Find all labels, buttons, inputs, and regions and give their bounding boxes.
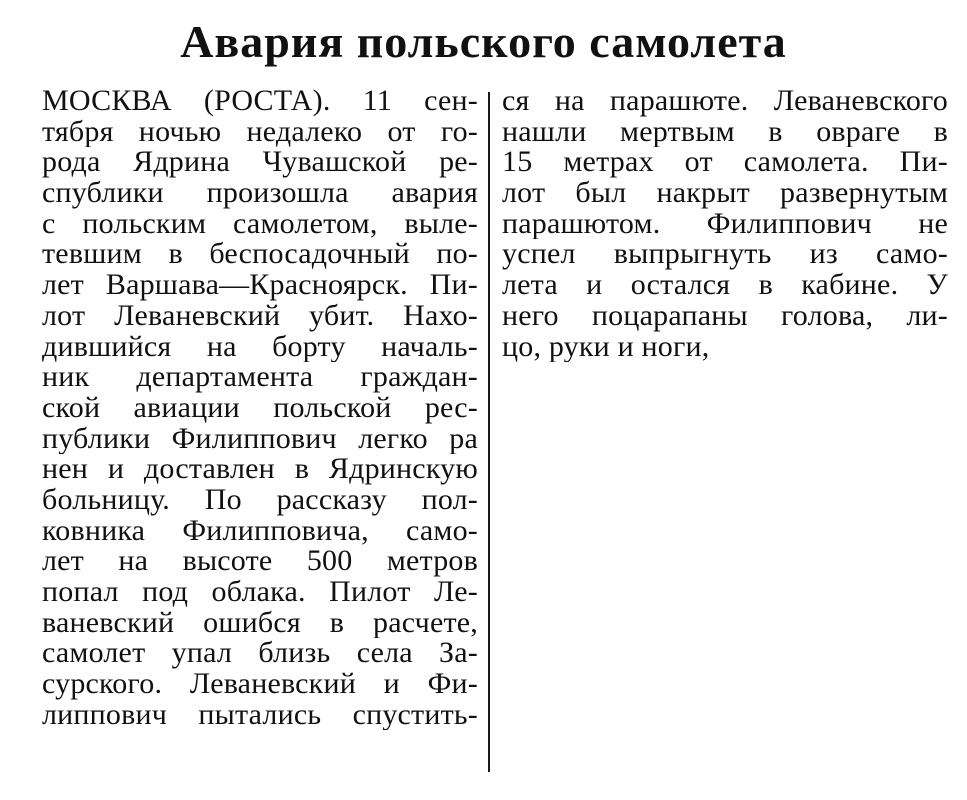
article-column-right (502, 86, 948, 362)
text-line: попал под облака. Пилот Ле- (42, 577, 478, 608)
text-line: 15 метрах от самолета. Пи- (502, 147, 948, 179)
text-line: сурского. Леваневский и Фи- (42, 669, 478, 700)
text-line: него поцарапаны голова, ли- (502, 300, 948, 332)
text-line: лет Варшава—Красноярск. Пи- (42, 270, 478, 301)
text-line: тевшим в беспосадочный по- (42, 239, 478, 271)
text-line: ник департамента граждан- (42, 362, 478, 393)
text-line: публики Филиппович легко ра (42, 423, 478, 455)
text-line: ваневский ошибся в расчете, (42, 607, 478, 639)
text-line: ся на парашюте. Леваневского (502, 86, 948, 117)
text-line: МОСКВА (РОСТА). 11 сен- (42, 86, 478, 117)
text-line: тября ночью недалеко от го- (42, 116, 478, 148)
text-line: нен и доставлен в Ядринскую (42, 454, 478, 485)
text-line: лот Леваневский убит. Нахо- (42, 300, 478, 332)
article-headline: Авария польского самолета (180, 16, 787, 67)
text-line: с польским самолетом, выле- (42, 208, 478, 240)
text-line: лот был накрыт развернутым (502, 178, 948, 209)
text-line: ковника Филипповича, само- (42, 515, 478, 547)
text-line: парашютом. Филиппович не (502, 208, 948, 240)
text-line: больницу. По рассказу пол- (42, 484, 478, 516)
text-line: самолет упал близь села За- (42, 638, 478, 670)
text-line: лет на высоте 500 метров (42, 546, 478, 577)
article-column-left (42, 86, 478, 730)
column-divider (488, 92, 490, 772)
text-line: рода Ядрина Чувашской ре- (42, 147, 478, 179)
text-line: лета и остался в кабине. У (502, 270, 948, 301)
text-line: ской авиации польской рес- (42, 392, 478, 424)
text-line: цо, руки и ноги, (502, 331, 710, 363)
text-line: спублики произошла авария (42, 178, 478, 209)
text-line: липпович пытались спустить- (42, 699, 478, 731)
text-line: успел выпрыгнуть из само- (502, 239, 948, 271)
text-line: дившийся на борту началь- (42, 331, 478, 363)
text-line: нашли мертвым в овраге в (502, 116, 948, 148)
